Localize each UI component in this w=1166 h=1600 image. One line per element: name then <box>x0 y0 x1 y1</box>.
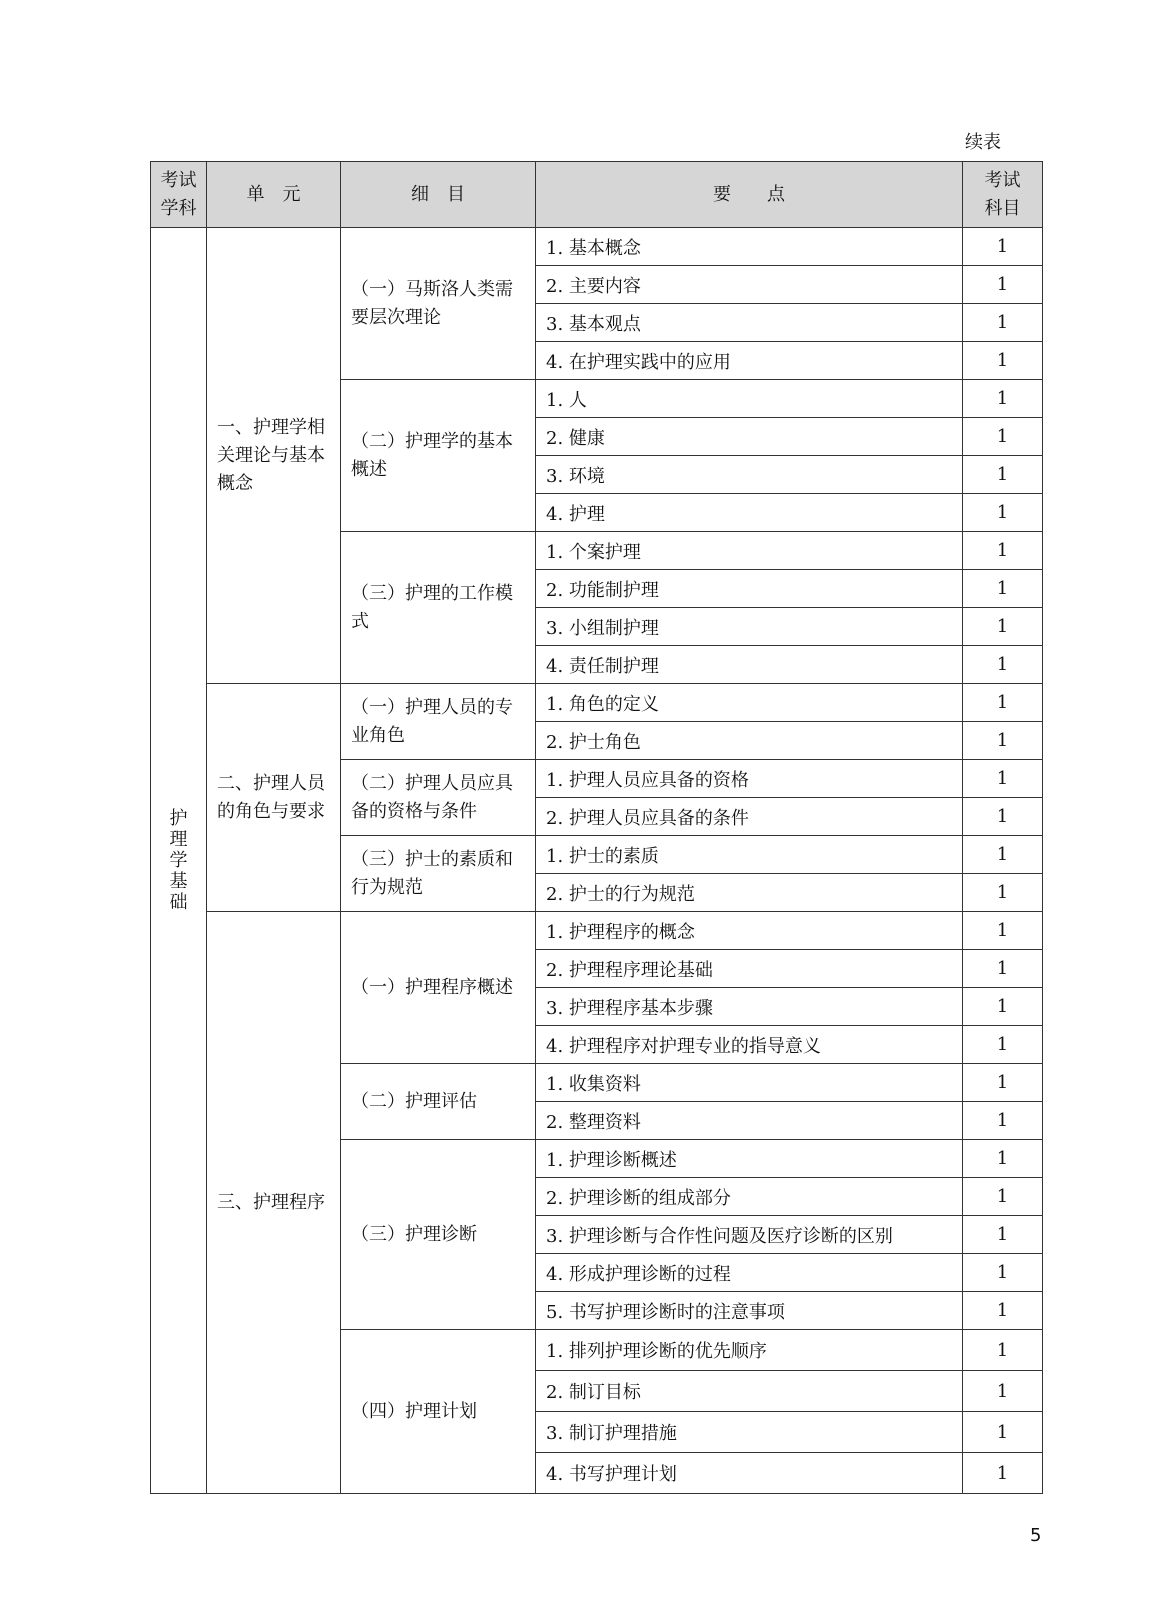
item-cell: （二）护理学的基本概述 <box>341 380 536 532</box>
point-cell: 1. 个案护理 <box>536 532 963 570</box>
exam-count-cell: 1 <box>963 418 1043 456</box>
point-cell: 4. 形成护理诊断的过程 <box>536 1254 963 1292</box>
exam-count-cell: 1 <box>963 342 1043 380</box>
exam-count-cell: 1 <box>963 380 1043 418</box>
unit-cell: 二、护理人员的角色与要求 <box>207 684 341 912</box>
exam-count-cell: 1 <box>963 1026 1043 1064</box>
unit-cell: 一、护理学相关理论与基本概念 <box>207 228 341 684</box>
point-cell: 4. 护理 <box>536 494 963 532</box>
table-row <box>151 228 1043 266</box>
exam-count-cell: 1 <box>963 760 1043 798</box>
exam-count-cell: 1 <box>963 646 1043 684</box>
exam-count-cell: 1 <box>963 1453 1043 1494</box>
point-cell: 2. 健康 <box>536 418 963 456</box>
item-cell: （三）护理诊断 <box>341 1140 536 1330</box>
point-cell: 2. 整理资料 <box>536 1102 963 1140</box>
exam-count-cell: 1 <box>963 456 1043 494</box>
point-cell: 3. 环境 <box>536 456 963 494</box>
point-cell: 2. 护士角色 <box>536 722 963 760</box>
point-cell: 4. 护理程序对护理专业的指导意义 <box>536 1026 963 1064</box>
header-exam: 考试 科目 <box>963 162 1043 228</box>
point-cell: 1. 护士的素质 <box>536 836 963 874</box>
exam-count-cell: 1 <box>963 950 1043 988</box>
exam-count-cell: 1 <box>963 304 1043 342</box>
table-body <box>151 228 1043 1494</box>
item-cell: （一）护理程序概述 <box>341 912 536 1064</box>
header-subject: 考试 学科 <box>151 162 207 228</box>
exam-count-cell: 1 <box>963 1371 1043 1412</box>
unit-cell: 三、护理程序 <box>207 912 341 1494</box>
exam-count-cell: 1 <box>963 684 1043 722</box>
exam-count-cell: 1 <box>963 874 1043 912</box>
point-cell: 1. 收集资料 <box>536 1064 963 1102</box>
point-cell: 3. 护理程序基本步骤 <box>536 988 963 1026</box>
exam-count-cell: 1 <box>963 1140 1043 1178</box>
exam-count-cell: 1 <box>963 608 1043 646</box>
table-row <box>151 912 1043 950</box>
exam-count-cell: 1 <box>963 836 1043 874</box>
exam-count-cell: 1 <box>963 988 1043 1026</box>
exam-count-cell: 1 <box>963 1102 1043 1140</box>
exam-count-cell: 1 <box>963 1330 1043 1371</box>
exam-count-cell: 1 <box>963 266 1043 304</box>
header-point: 要 点 <box>536 162 963 228</box>
subject-label: 护理学基础 <box>169 808 188 913</box>
exam-count-cell: 1 <box>963 798 1043 836</box>
continued-label: 续表 <box>965 132 1001 153</box>
point-cell: 3. 护理诊断与合作性问题及医疗诊断的区别 <box>536 1216 963 1254</box>
point-cell: 3. 基本观点 <box>536 304 963 342</box>
point-cell: 4. 在护理实践中的应用 <box>536 342 963 380</box>
exam-count-cell: 1 <box>963 1412 1043 1453</box>
exam-count-cell: 1 <box>963 722 1043 760</box>
exam-count-cell: 1 <box>963 532 1043 570</box>
point-cell: 1. 基本概念 <box>536 228 963 266</box>
point-cell: 1. 护理人员应具备的资格 <box>536 760 963 798</box>
point-cell: 4. 书写护理计划 <box>536 1453 963 1494</box>
header-unit: 单 元 <box>207 162 341 228</box>
point-cell: 1. 护理诊断概述 <box>536 1140 963 1178</box>
point-cell: 2. 护士的行为规范 <box>536 874 963 912</box>
exam-count-cell: 1 <box>963 1064 1043 1102</box>
syllabus-table <box>150 161 1043 1494</box>
point-cell: 1. 角色的定义 <box>536 684 963 722</box>
point-cell: 3. 制订护理措施 <box>536 1412 963 1453</box>
item-cell: （三）护理的工作模式 <box>341 532 536 684</box>
exam-count-cell: 1 <box>963 570 1043 608</box>
subject-cell <box>151 228 207 1494</box>
point-cell: 3. 小组制护理 <box>536 608 963 646</box>
item-cell: （二）护理人员应具备的资格与条件 <box>341 760 536 836</box>
page-number: 5 <box>1030 1525 1042 1546</box>
item-cell: （四）护理计划 <box>341 1330 536 1494</box>
point-cell: 2. 护理程序理论基础 <box>536 950 963 988</box>
exam-count-cell: 1 <box>963 1254 1043 1292</box>
point-cell: 1. 护理程序的概念 <box>536 912 963 950</box>
point-cell: 2. 制订目标 <box>536 1371 963 1412</box>
exam-count-cell: 1 <box>963 912 1043 950</box>
table-header-row <box>151 162 1043 228</box>
table-row <box>151 684 1043 722</box>
point-cell: 2. 护理人员应具备的条件 <box>536 798 963 836</box>
item-cell: （一）马斯洛人类需要层次理论 <box>341 228 536 380</box>
point-cell: 1. 人 <box>536 380 963 418</box>
item-cell: （二）护理评估 <box>341 1064 536 1140</box>
point-cell: 2. 功能制护理 <box>536 570 963 608</box>
point-cell: 5. 书写护理诊断时的注意事项 <box>536 1292 963 1330</box>
header-item: 细 目 <box>341 162 536 228</box>
exam-count-cell: 1 <box>963 1216 1043 1254</box>
point-cell: 2. 护理诊断的组成部分 <box>536 1178 963 1216</box>
exam-count-cell: 1 <box>963 1292 1043 1330</box>
point-cell: 1. 排列护理诊断的优先顺序 <box>536 1330 963 1371</box>
exam-count-cell: 1 <box>963 228 1043 266</box>
exam-count-cell: 1 <box>963 1178 1043 1216</box>
point-cell: 4. 责任制护理 <box>536 646 963 684</box>
item-cell: （一）护理人员的专业角色 <box>341 684 536 760</box>
point-cell: 2. 主要内容 <box>536 266 963 304</box>
exam-count-cell: 1 <box>963 494 1043 532</box>
item-cell: （三）护士的素质和行为规范 <box>341 836 536 912</box>
